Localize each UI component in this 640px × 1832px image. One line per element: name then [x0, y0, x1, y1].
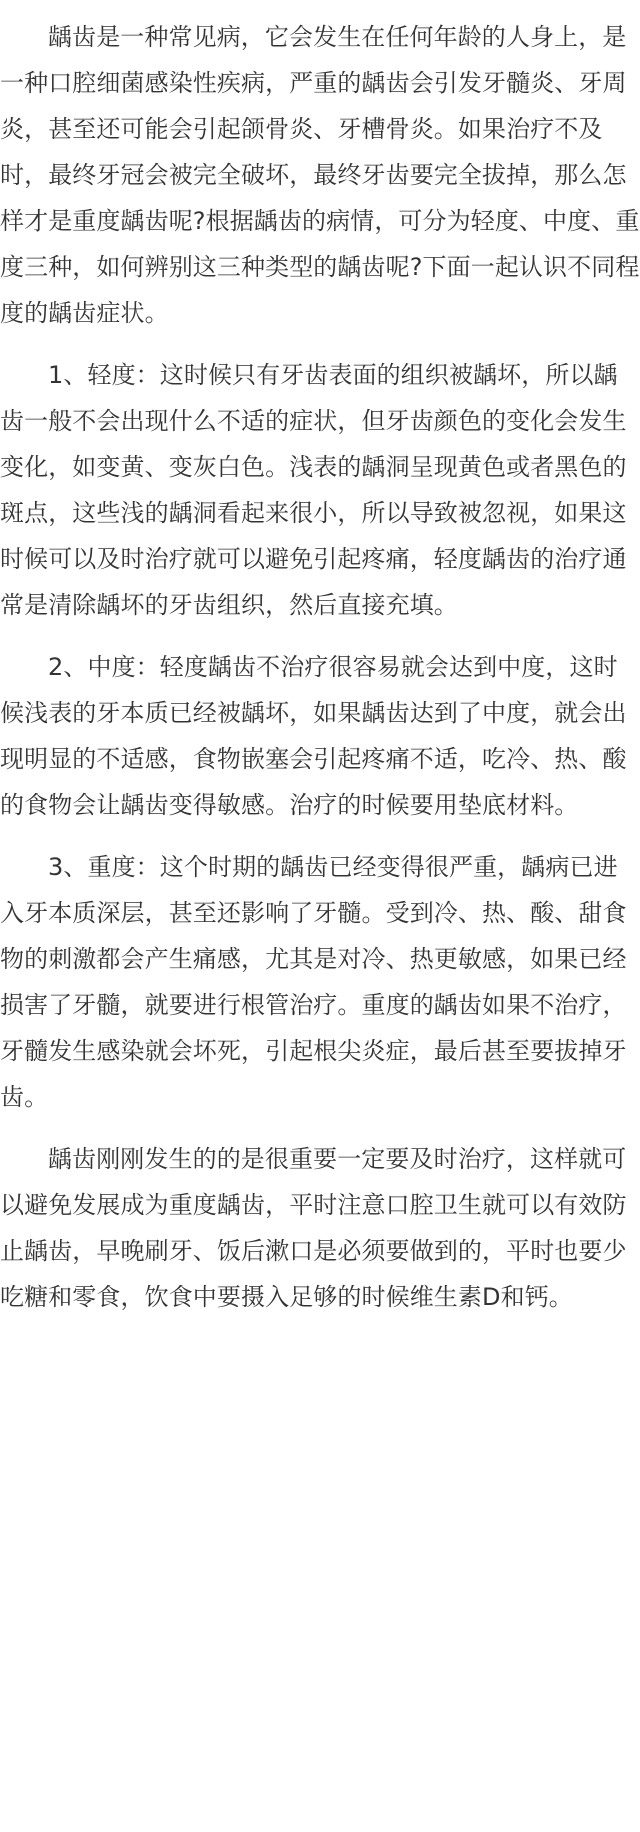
moderate-stage-paragraph: 2、中度：轻度龋齿不治疗很容易就会达到中度，这时候浅表的牙本质已经被龋坏，如果龋齿达到了中度，就会出现明显的不适感，食物嵌塞会引起疼痛不适，吃冷、热、酸的食物会让龋齿变得敏感。治疗的时候要用垫底材料。: [0, 653, 627, 819]
intro-paragraph: 龋齿是一种常见病，它会发生在任何年龄的人身上，是一种口腔细菌感染性疾病，严重的龋齿会引发牙髓炎、牙周炎，甚至还可能会引起颌骨炎、牙槽骨炎。如果治疗不及时，最终牙冠会被完全破坏，最终牙齿要完全拔掉，那么怎样才是重度龋齿呢?根据龋齿的病情，可分为轻度、中度、重度三种，如何辨别这三种类型的龋齿呢?下面一起认识不同程度的龋齿症状。: [0, 23, 640, 327]
mild-stage-paragraph: 1、轻度：这时候只有牙齿表面的组织被龋坏，所以龋齿一般不会出现什么不适的症状，但牙齿颜色的变化会发生变化，如变黄、变灰白色。浅表的龋洞呈现黄色或者黑色的斑点，这些浅的龋洞看起来很小，所以导致被忽视，如果这时候可以及时治疗就可以避免引起疼痛，轻度龋齿的治疗通常是清除龋坏的牙齿组织，然后直接充填。: [0, 361, 627, 619]
conclusion-paragraph: 龋齿刚刚发生的的是很重要一定要及时治疗，这样就可以避免发展成为重度龋齿，平时注意口腔卫生就可以有效防止龋齿，早晚刷牙、饭后漱口是必须要做到的，平时也要少吃糖和零食，饮食中要摄入足够的时候维生素D和钙。: [0, 1145, 627, 1311]
severe-stage-paragraph: 3、重度：这个时期的龋齿已经变得很严重，龋病已进入牙本质深层，甚至还影响了牙髓。受到冷、热、酸、甜食物的刺激都会产生痛感，尤其是对冷、热更敏感，如果已经损害了牙髓，就要进行根管治疗。重度的龋齿如果不治疗，牙髓发生感染就会坏死，引起根尖炎症，最后甚至要拔掉牙齿。: [0, 853, 627, 1111]
